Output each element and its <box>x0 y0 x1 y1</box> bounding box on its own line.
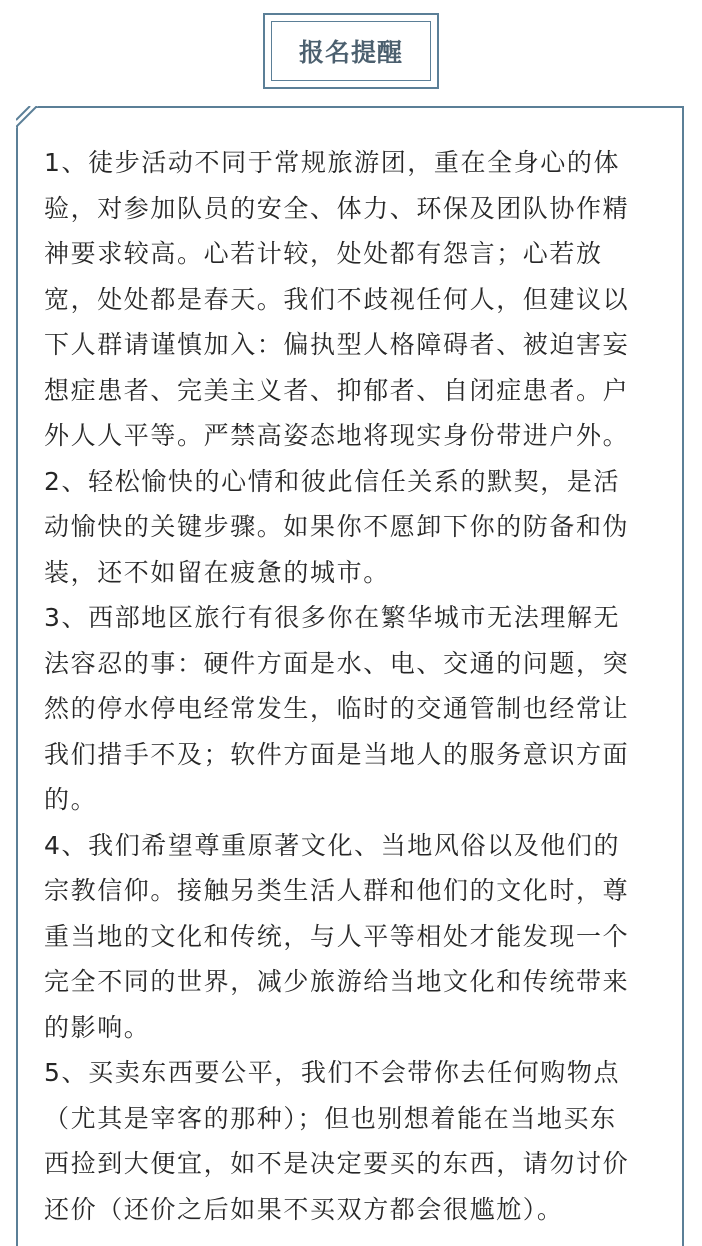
reminder-item-5 <box>44 1050 664 1232</box>
text-line: 4、我们希望尊重原著文化、当地风俗以及他们的 <box>44 830 621 860</box>
text-line: 宽，处处都是春天。我们不歧视任何人，但建议以 <box>44 284 630 314</box>
text-line: 西捡到大便宜，如不是决定要买的东西，请勿讨价 <box>44 1149 630 1178</box>
title-inner-frame <box>271 21 431 81</box>
text-line: 神要求较高。心若计较，处处都有怨言；心若放 <box>44 239 603 268</box>
text-line: 重当地的文化和传统，与人平等相处才能发现一个 <box>44 921 630 951</box>
reminder-item-3 <box>44 595 664 823</box>
text-line: 外人人平等。严禁高姿态地将现实身份带进户外。 <box>44 421 630 450</box>
text-line: 想症患者、完美主义者、抑郁者、自闭症患者。户 <box>44 375 630 405</box>
reminder-item-1 <box>44 140 664 459</box>
text-line: 的。 <box>44 785 98 814</box>
reminder-item-2 <box>44 459 664 596</box>
text-line: 法容忍的事：硬件方面是水、电、交通的问题，突 <box>44 648 630 678</box>
corner-decoration-icon <box>16 106 38 128</box>
text-line: 宗教信仰。接触另类生活人群和他们的文化时，尊 <box>44 876 630 905</box>
text-line: 动愉快的关键步骤。如果你不愿卸下你的防备和伪 <box>44 512 630 541</box>
text-line: 装，还不如留在疲惫的城市。 <box>44 557 390 587</box>
text-line: 的影响。 <box>44 1012 151 1042</box>
text-line: 5、买卖东西要公平，我们不会带你去任何购物点 <box>44 1058 621 1087</box>
page-title: 报名提醒 <box>298 38 403 67</box>
text-line: （尤其是宰客的那种）；但也别想着能在当地买东 <box>44 1103 617 1133</box>
text-line: 3、西部地区旅行有很多你在繁华城市无法理解无 <box>44 603 621 632</box>
text-line: 我们措手不及；软件方面是当地人的服务意识方面 <box>44 739 630 769</box>
text-line: 2、轻松愉快的心情和彼此信任关系的默契，是活 <box>44 466 621 496</box>
text-line: 下人群请谨慎加入：偏执型人格障碍者、被迫害妄 <box>44 330 630 359</box>
text-line: 然的停水停电经常发生，临时的交通管制也经常让 <box>44 694 630 723</box>
text-line: 验，对参加队员的安全、体力、环保及团队协作精 <box>44 193 630 223</box>
reminder-item-4 <box>44 823 664 1051</box>
text-line: 1、徒步活动不同于常规旅游团，重在全身心的体 <box>44 148 621 177</box>
text-line: 完全不同的世界，减少旅游给当地文化和传统带来 <box>44 967 630 996</box>
title-box <box>263 13 439 89</box>
reminder-list <box>44 140 664 1232</box>
text-line: 还价（还价之后如果不买双方都会很尴尬）。 <box>44 1194 564 1224</box>
